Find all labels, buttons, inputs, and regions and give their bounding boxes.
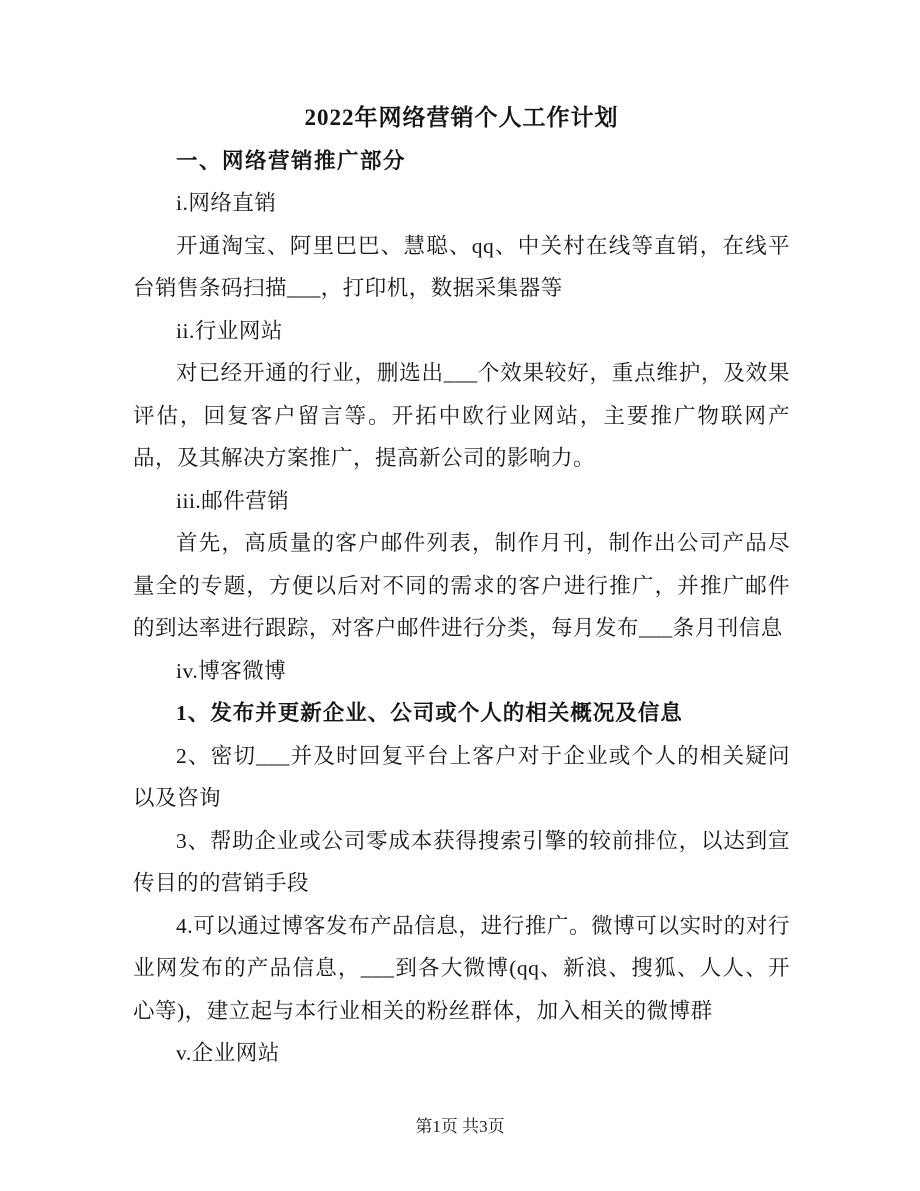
paragraph-direct-sales: 开通淘宝、阿里巴巴、慧聪、qq、中关村在线等直销，在线平台销售条码扫描___，打印机，数据采集器等 <box>133 233 790 300</box>
paragraph-email: 首先，高质量的客户邮件列表，制作月刊，制作出公司产品尽量全的专题，方便以后对不同的需求的客户进行推广，并推广邮件的到达率进行跟踪，对客户邮件进行分类，每月发布___条月刊信息 <box>133 531 790 640</box>
subheading-iv: iv.博客微博 <box>176 658 287 683</box>
list-item-3: 3、帮助企业或公司零成本获得搜索引擎的较前排位，以达到宣传目的的营销手段 <box>133 828 790 895</box>
list-item-4: 4.可以通过博客发布产品信息，进行推广。微博可以实时的对行业网发布的产品信息，___到各大微博(qq、新浪、搜狐、人人、开心等)，建立起与本行业相关的粉丝群体，加入相关的微博群 <box>133 913 790 1023</box>
list-item-1: 1、发布并更新企业、公司或个人的相关概况及信息 <box>176 701 683 725</box>
subheading-ii: ii.行业网站 <box>176 318 283 343</box>
page-footer <box>0 1116 920 1138</box>
list-item-2: 2、密切___并及时回复平台上客户对于企业或个人的相关疑问以及咨询 <box>133 743 790 810</box>
page-number-label: 第1页 共3页 <box>415 1117 505 1136</box>
document-title: 2022年网络营销个人工作计划 <box>304 105 619 130</box>
document-body <box>0 140 920 1075</box>
subheading-iii: iii.邮件营销 <box>176 488 290 513</box>
subheading-v: v.企业网站 <box>176 1041 280 1065</box>
subheading-i: i.网络直销 <box>176 191 277 215</box>
paragraph-industry-site: 对已经开通的行业，删选出___个效果较好，重点维护，及效果评估，回复客户留言等。开拓中欧行业网站，主要推广物联网产品，及其解决方案推广，提高新公司的影响力。 <box>133 361 790 470</box>
section-heading-1: 一、网络营销推广部分 <box>176 148 407 173</box>
